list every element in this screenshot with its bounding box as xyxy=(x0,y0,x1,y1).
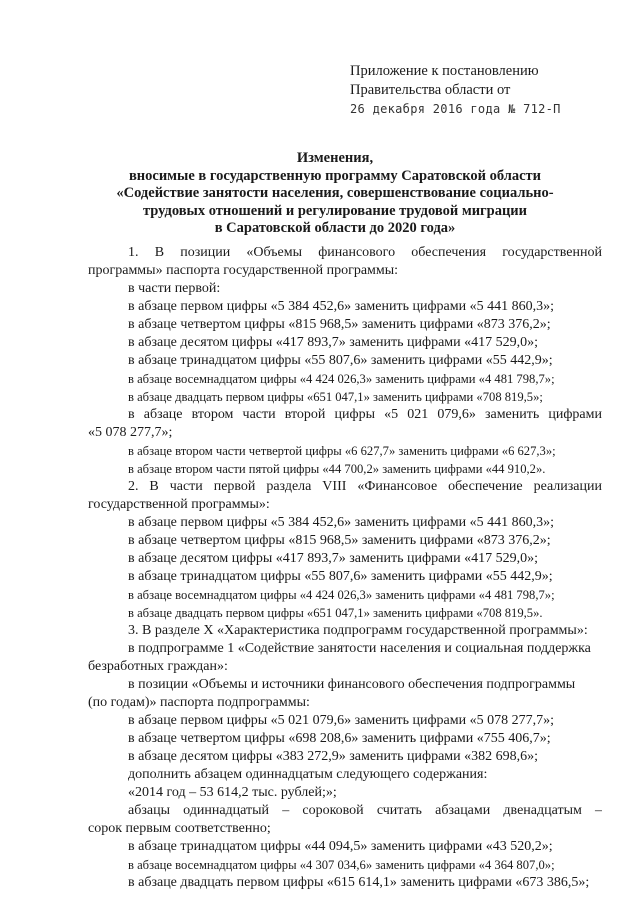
text-line: в абзаце четвертом цифры «815 968,5» заменить цифрами «873 376,2»; xyxy=(128,317,551,332)
title-line-1: Изменения, xyxy=(296,150,374,166)
text-line: (по годам)» паспорта подпрограммы: xyxy=(88,695,310,710)
text-line: в абзаце первом цифры «5 384 452,6» заменить цифрами «5 441 860,3»; xyxy=(128,515,554,530)
document-body xyxy=(88,244,602,892)
appendix-line-2: Правительства области от xyxy=(350,82,511,98)
appendix-date-number: 26 декабря 2016 года № 712-П xyxy=(350,102,561,116)
text-line: в абзаце втором части второй цифры «5 021 079,6» заменить цифрами xyxy=(128,407,602,422)
text-line: в абзаце десятом цифры «417 893,7» заменить цифрами «417 529,0»; xyxy=(128,551,539,566)
text-line: 1. В позиции «Объемы финансового обеспечения государственной xyxy=(128,245,602,260)
text-line: в абзаце восемнадцатом цифры «4 424 026,3» заменить цифрами «4 481 798,7»; xyxy=(128,372,555,386)
text-line: в абзаце тринадцатом цифры «55 807,6» заменить цифрами «55 442,9»; xyxy=(128,569,553,584)
text-line: абзацы одиннадцатый – сороковой считать абзацами двенадцатым – xyxy=(128,803,602,818)
text-line: «2014 год – 53 614,2 тыс. рублей;»; xyxy=(128,785,337,800)
text-line: в позиции «Объемы и источники финансового обеспечения подпрограммы xyxy=(128,677,576,692)
text-line: государственной программы»: xyxy=(88,497,270,512)
text-line: в абзаце десятом цифры «417 893,7» заменить цифрами «417 529,0»; xyxy=(128,335,539,350)
title-line-4: трудовых отношений и регулирование трудовой миграции xyxy=(142,202,528,219)
text-line: в подпрограмме 1 «Содействие занятости населения и социальная поддержка xyxy=(128,641,591,656)
text-line: в абзаце двадцать первом цифры «651 047,1» заменить цифрами «708 819,5». xyxy=(128,606,543,620)
text-line: в абзаце восемнадцатом цифры «4 307 034,6» заменить цифрами «4 364 807,0»; xyxy=(128,858,555,872)
text-line: в абзаце втором части четвертой цифры «6 627,7» заменить цифрами «6 627,3»; xyxy=(128,444,556,458)
text-line: в абзаце четвертом цифры «698 208,6» заменить цифрами «755 406,7»; xyxy=(128,731,551,746)
text-line: программы» паспорта государственной программы: xyxy=(88,263,399,278)
text-line: безработных граждан»: xyxy=(88,659,228,674)
text-line: в абзаце тринадцатом цифры «44 094,5» заменить цифрами «43 520,2»; xyxy=(128,839,553,854)
title-line-2: вносимые в государственную программу Саратовской области xyxy=(128,167,542,184)
text-line: в абзаце восемнадцатом цифры «4 424 026,3» заменить цифрами «4 481 798,7»; xyxy=(128,588,555,602)
document-title xyxy=(70,150,600,238)
text-line: в абзаце первом цифры «5 384 452,6» заменить цифрами «5 441 860,3»; xyxy=(128,299,554,314)
title-line-3: «Содействие занятости населения, совершенствование социально- xyxy=(116,185,554,201)
text-line: в абзаце четвертом цифры «815 968,5» заменить цифрами «873 376,2»; xyxy=(128,533,551,548)
text-line: дополнить абзацем одиннадцатым следующего содержания: xyxy=(128,767,488,782)
text-line: в абзаце десятом цифры «383 272,9» заменить цифрами «382 698,6»; xyxy=(128,749,539,764)
text-line: «5 078 277,7»; xyxy=(88,425,173,440)
text-line: 2. В части первой раздела VIII «Финансовое обеспечение реализации xyxy=(128,479,602,494)
text-line: в части первой: xyxy=(128,281,221,296)
title-line-5: в Саратовской области до 2020 года» xyxy=(214,220,456,236)
text-line: 3. В разделе X «Характеристика подпрограмм государственной программы»: xyxy=(128,623,588,638)
text-line: в абзаце тринадцатом цифры «55 807,6» заменить цифрами «55 442,9»; xyxy=(128,353,553,368)
appendix-line-1: Приложение к постановлению xyxy=(350,63,539,79)
text-line: в абзаце двадцать первом цифры «651 047,1» заменить цифрами «708 819,5»; xyxy=(128,390,543,404)
text-line: в абзаце втором части пятой цифры «44 700,2» заменить цифрами «44 910,2». xyxy=(128,462,546,476)
text-line: в абзаце первом цифры «5 021 079,6» заменить цифрами «5 078 277,7»; xyxy=(128,713,554,728)
text-line: сорок первым соответственно; xyxy=(88,821,271,836)
appendix-header xyxy=(350,62,620,119)
text-line: в абзаце двадцать первом цифры «615 614,1» заменить цифрами «673 386,5»; xyxy=(128,875,590,890)
